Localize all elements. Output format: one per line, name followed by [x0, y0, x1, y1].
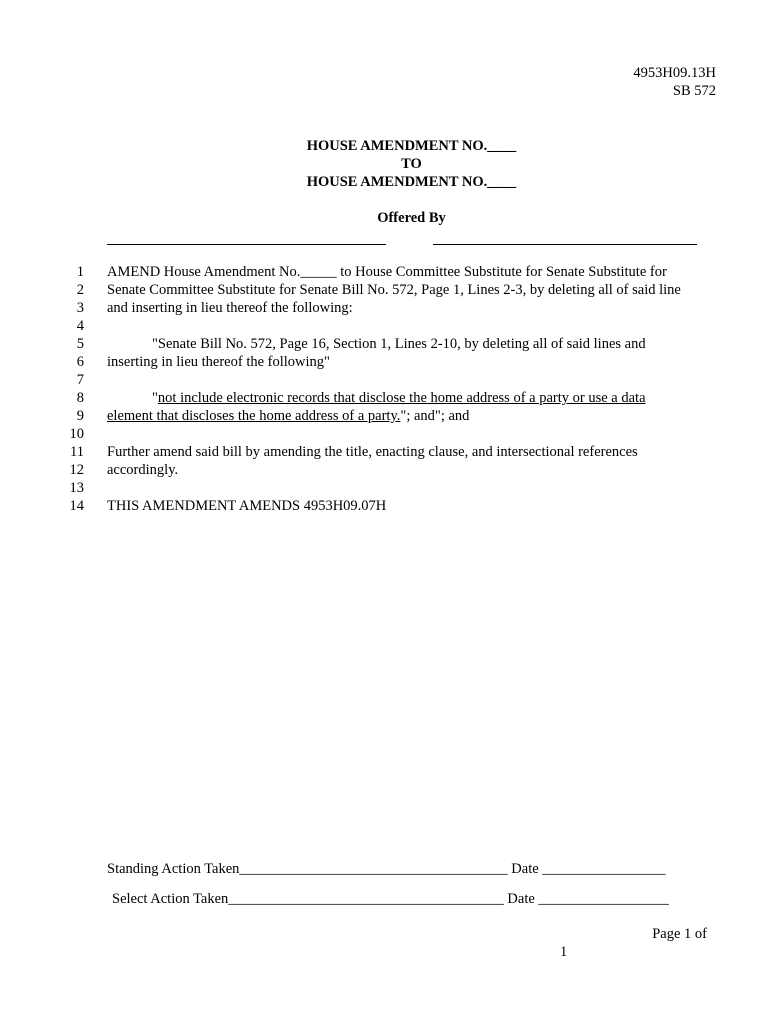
line-number: 1 [76, 264, 84, 280]
line-number: 12 [69, 462, 84, 478]
body-line-9 [107, 407, 717, 425]
title-line-1: HOUSE AMENDMENT NO.____ [306, 138, 517, 154]
document-id: 4953H09.13H [633, 65, 716, 81]
page-of-label: Page 1 of [652, 926, 707, 942]
line-number: 11 [70, 444, 84, 460]
bill-number: SB 572 [672, 83, 716, 99]
select-action-line: Select Action Taken______________________________________ Date __________________ [112, 891, 669, 907]
body-line-5: "Senate Bill No. 572, Page 16, Section 1, Lines 2-10, by deleting all of said lines and [152, 336, 646, 352]
line-number: 8 [76, 390, 84, 406]
title-line-2: TO [401, 156, 422, 172]
body-line-2: Senate Committee Substitute for Senate Bill No. 572, Page 1, Lines 2-3, by deleting all of said line [107, 282, 681, 298]
body-line-12: accordingly. [107, 462, 179, 478]
underlined-insert-text: not include electronic records that disclose the home address of a party or use a data [157, 390, 646, 406]
open-quote: " [152, 390, 158, 406]
body-line-3: and inserting in lieu thereof the following: [107, 300, 353, 316]
title-line-3: HOUSE AMENDMENT NO.____ [306, 174, 517, 190]
document-reference [633, 64, 716, 100]
line-number: 14 [69, 498, 84, 514]
offered-by-label: Offered By [377, 210, 446, 226]
line-number: 2 [76, 282, 84, 298]
signature-line-right [433, 244, 697, 245]
body-line-14: THIS AMENDMENT AMENDS 4953H09.07H [107, 498, 387, 514]
standing-action-line: Standing Action Taken_____________________________________ Date _________________ [107, 861, 666, 877]
body-line-11: Further amend said bill by amending the title, enacting clause, and intersectional references [107, 444, 638, 460]
line-number: 5 [76, 336, 84, 352]
line-number: 6 [76, 354, 84, 370]
signature-line-left [107, 244, 386, 245]
closing-text: "; and"; and [400, 408, 470, 424]
line-number: 9 [76, 408, 84, 424]
line-number: 3 [76, 300, 84, 316]
body-line-6: inserting in lieu thereof the following" [107, 354, 330, 370]
line-number: 13 [69, 480, 84, 496]
body-line-8 [107, 389, 762, 407]
underlined-insert-text: element that discloses the home address of a party. [107, 408, 401, 424]
amendment-title [0, 137, 770, 191]
body-line-1: AMEND House Amendment No._____ to House Committee Substitute for Senate Substitute for [107, 264, 667, 280]
page-total: 1 [560, 944, 568, 960]
line-number: 4 [76, 318, 84, 334]
line-number: 7 [76, 372, 84, 388]
line-number: 10 [69, 426, 84, 442]
